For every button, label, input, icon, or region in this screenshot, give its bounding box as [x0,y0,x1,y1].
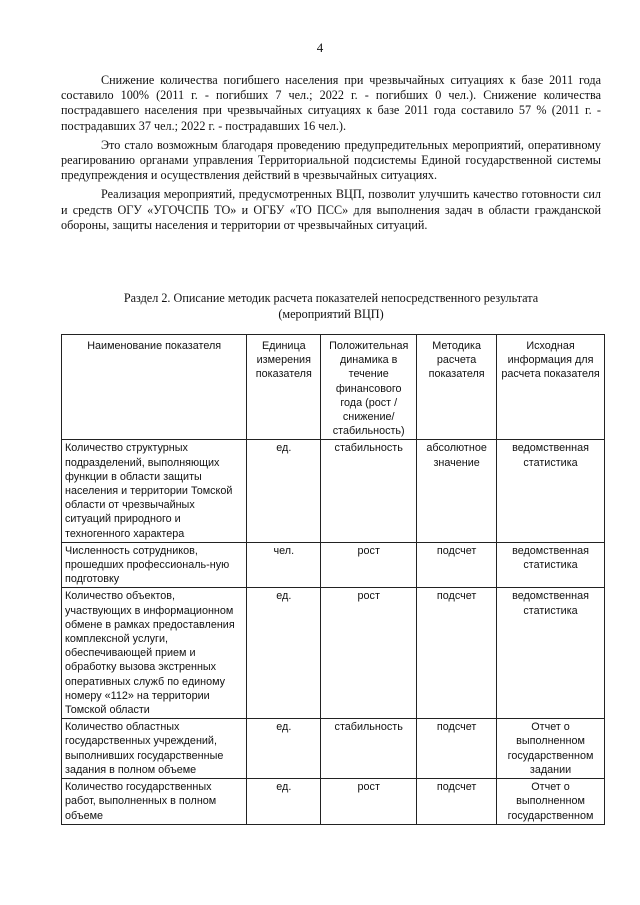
table-row [62,779,605,825]
section-title [61,291,601,322]
header-method: Методика расчета показателя [417,335,497,440]
section-title-line: (мероприятий ВЦП) [278,306,384,321]
cell-dynamics: рост [321,779,417,825]
cell-name: Количество государственных работ, выполненных в полном объеме [62,779,247,825]
cell-name: Численность сотрудников, прошедших профессиональ-ную подготовку [62,542,247,588]
indicators-table [61,334,605,825]
header-source: Исходная информация для расчета показателя [497,335,605,440]
cell-source: ведомственная статистика [497,588,605,719]
cell-unit: чел. [247,542,321,588]
cell-name: Количество объектов, участвующих в информационном обмене в рамках предоставления комплексной услуги, обеспечивающей прием и обработку вызова экстренных оперативных служб по единому номеру «112» на территории Томской области [62,588,247,719]
cell-source: Отчет о выполненном государственном задании [497,719,605,779]
cell-unit: ед. [247,588,321,719]
cell-method: подсчет [417,779,497,825]
cell-method: подсчет [417,588,497,719]
cell-dynamics: стабильность [321,719,417,779]
body-text [61,73,601,237]
header-dynamics: Положительная динамика в течение финансового года (рост / снижение/ стабильность) [321,335,417,440]
header-unit: Единица измерения показателя [247,335,321,440]
page-number: 4 [316,40,324,55]
table-header-row [62,335,605,440]
paragraph: Снижение количества погибшего населения при чрезвычайных ситуациях к базе 2011 года составило 100% (2011 г. - погибших 7 чел.; 2022 г. - погибших 0 чел.). Снижение количества пострадавшего населения при чрезвычайных ситуациях к базе 2011 года составило 57 % (2011 г. - пострадавших 37 чел.; 2022 г. - пострадавших 16 чел.). [61,73,601,133]
table-row [62,440,605,542]
cell-method: подсчет [417,542,497,588]
table-row [62,542,605,588]
cell-source: ведомственная статистика [497,542,605,588]
cell-dynamics: рост [321,588,417,719]
cell-dynamics: стабильность [321,440,417,542]
cell-unit: ед. [247,440,321,542]
cell-name: Количество структурных подразделений, выполняющих функции в области защиты населения и территории Томской области от чрезвычайных ситуаций природного и техногенного характера [62,440,247,542]
header-indicator-name: Наименование показателя [62,335,247,440]
paragraph: Это стало возможным благодаря проведению предупредительных мероприятий, оперативному реагированию органами управления Территориальной подсистемы Единой государственной системы предупреждения и осуществления действий в чрезвычайных ситуациях. [61,137,601,183]
section-title-line: Раздел 2. Описание методик расчета показателей непосредственного результата [123,291,539,305]
cell-method: абсолютное значение [417,440,497,542]
cell-source: ведомственная статистика [497,440,605,542]
cell-method: подсчет [417,719,497,779]
cell-dynamics: рост [321,542,417,588]
cell-unit: ед. [247,779,321,825]
paragraph: Реализация мероприятий, предусмотренных ВЦП, позволит улучшить качество готовности сил и средств ОГУ «УГОЧСПБ ТО» и ОГБУ «ТО ПСС» для выполнения задач в области гражданской обороны, защиты населения и территории от чрезвычайных ситуаций. [61,187,601,232]
cell-unit: ед. [247,719,321,779]
table-row [62,719,605,779]
cell-source: Отчет о выполненном государственном [497,779,605,825]
table-row [62,588,605,719]
cell-name: Количество областных государственных учреждений, выполнивших государственные задания в полном объеме [62,719,247,779]
